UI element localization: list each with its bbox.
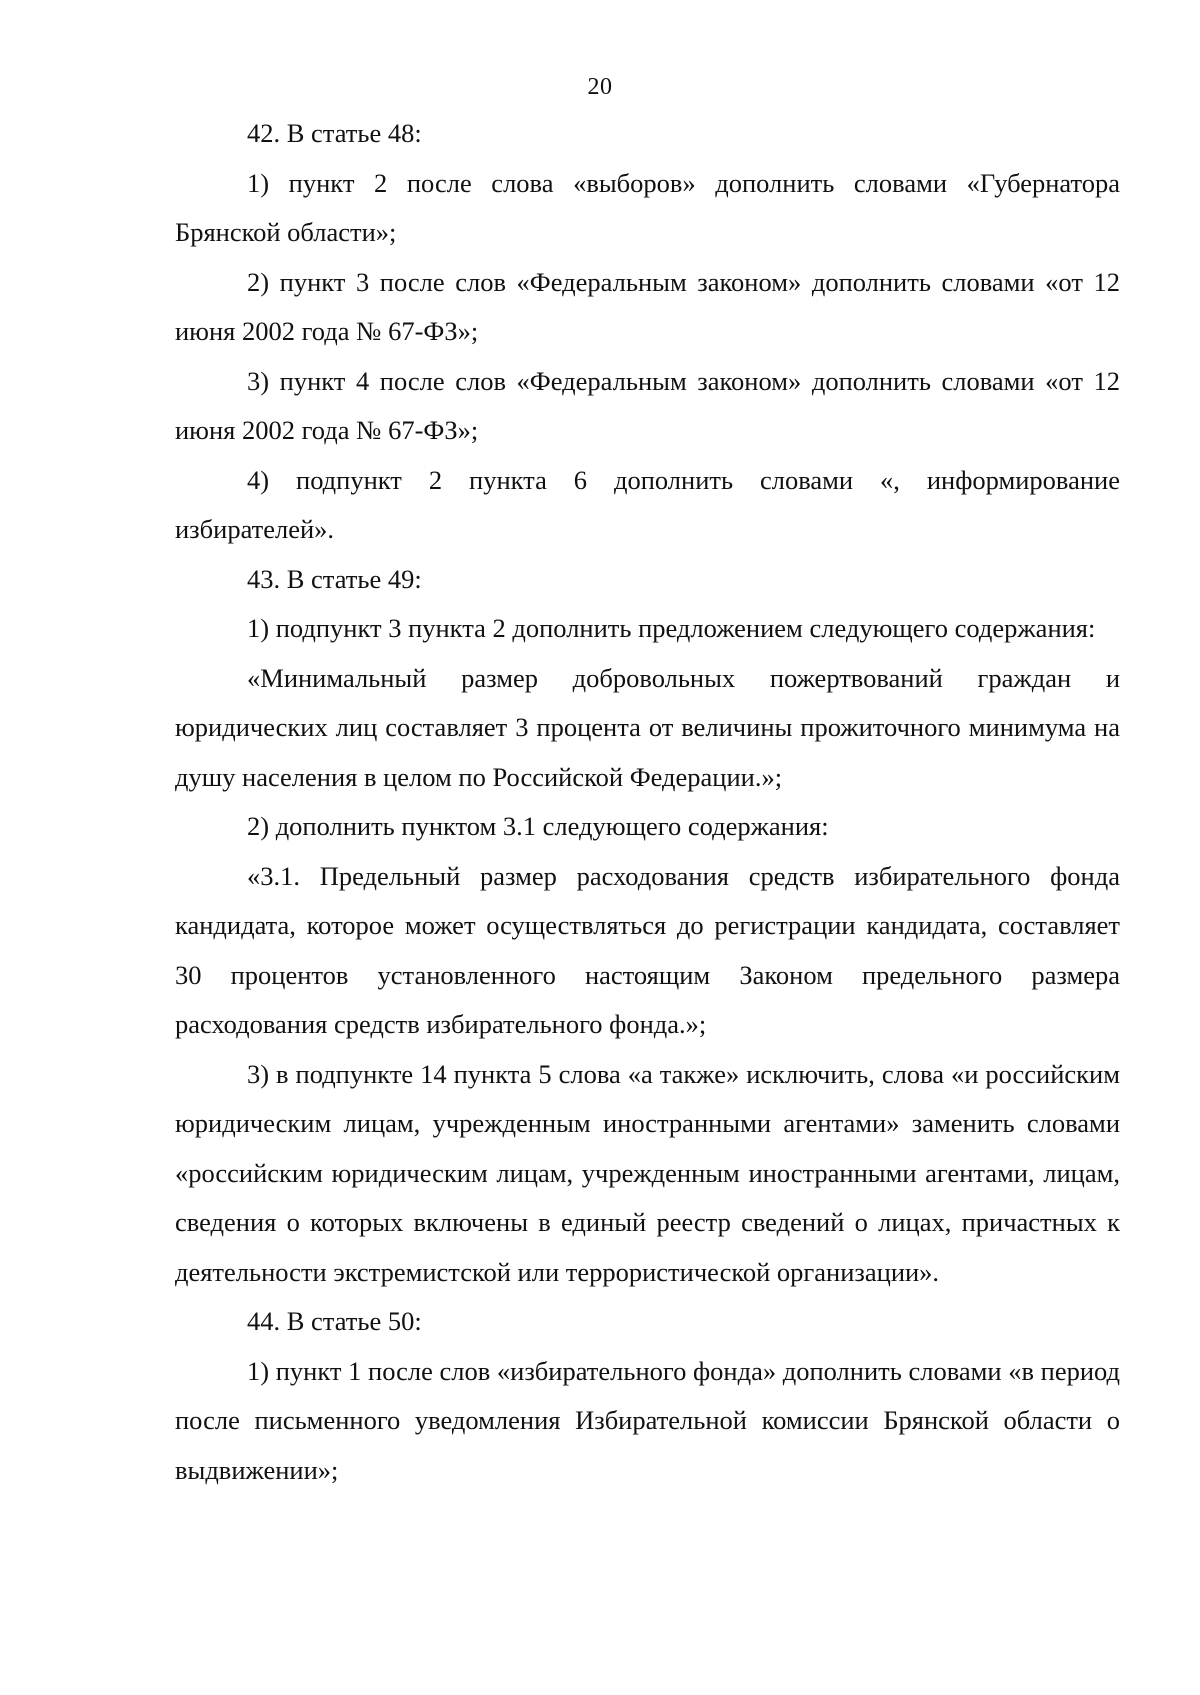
- article-49-item-3: 3) в подпункте 14 пункта 5 слова «а также» исключить, слова «и российским юридическим лицам, учрежденным иностранными агентами» заменить словами «российским юридическим лицам, учрежденным иностранными агентами, лицам, сведения о которых включены в единый реестр сведений о лицах, причастных к деятельности экстремистской или террористической организации».: [175, 1058, 1120, 1287]
- article-49-item-2-quote: «3.1. Предельный размер расходования средств избирательного фонда кандидата, которое может осуществляться до регистрации кандидата, составляет 30 процентов установленного настоящим Законом предельного размера расходования средств избирательного фонда.»;: [175, 860, 1120, 1039]
- document-body: [175, 109, 1120, 1495]
- article-49-heading: 43. В статье 49:: [247, 563, 422, 594]
- article-49-item-1-quote: «Минимальный размер добровольных пожертвований граждан и юридических лиц составляет 3 процента от величины прожиточного минимума на душу населения в целом по Российской Федерации.»;: [175, 662, 1120, 792]
- article-48-item-1: 1) пункт 2 после слова «выборов» дополнить словами «Губернатора Брянской области»;: [175, 167, 1120, 247]
- article-50-heading: 44. В статье 50:: [247, 1306, 422, 1336]
- article-49-item-2: 2) дополнить пунктом 3.1 следующего содержания:: [247, 811, 829, 841]
- article-50-item-1: 1) пункт 1 после слов «избирательного фонда» дополнить словами «в период после письменного уведомления Избирательной комиссии Брянской области о выдвижении»;: [175, 1355, 1120, 1485]
- article-48-item-3: 3) пункт 4 после слов «Федеральным законом» дополнить словами «от 12 июня 2002 года № 67-ФЗ»;: [175, 365, 1120, 445]
- article-48-item-4: 4) подпункт 2 пункта 6 дополнить словами «, информирование избирателей».: [175, 464, 1120, 544]
- page-number: 20: [587, 74, 613, 100]
- article-49-item-1: 1) подпункт 3 пункта 2 дополнить предложением следующего содержания:: [247, 613, 1096, 643]
- article-48-item-2: 2) пункт 3 после слов «Федеральным законом» дополнить словами «от 12 июня 2002 года № 67-ФЗ»;: [175, 266, 1120, 346]
- article-48-heading: 42. В статье 48:: [247, 118, 422, 148]
